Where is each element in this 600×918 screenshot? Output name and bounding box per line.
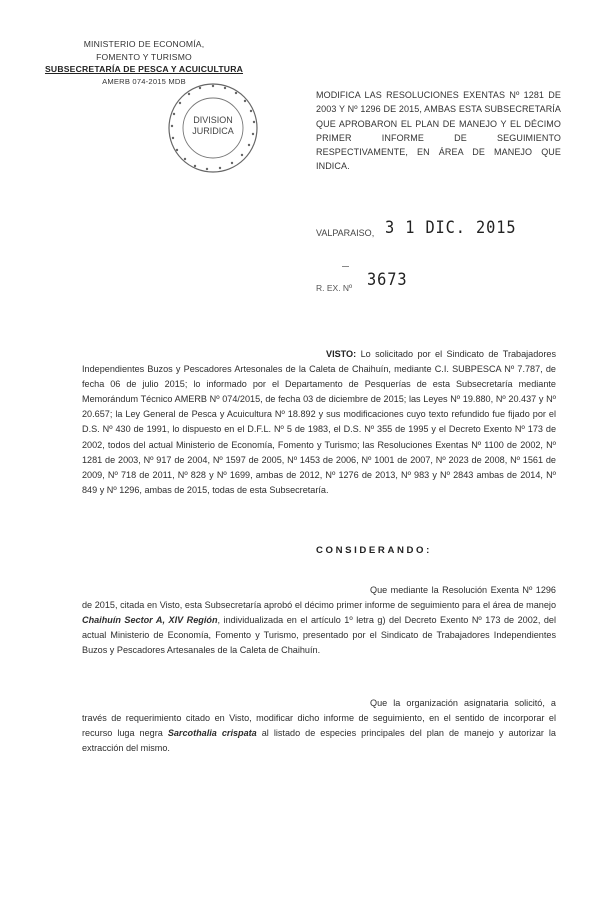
resolution-title: MODIFICA LAS RESOLUCIONES EXENTAS Nº 1281 DE 2003 Y Nº 1296 DE 2015, AMBAS ESTA SUBSECRETARÍA QUE APROBARON EL PLAN DE MANEJO Y EL DÉCIMO PRIMER INFORME DE SEGUIMIENTO RESPECTIVAMENTE, EN ÁREA DE MANEJO QUE INDICA. xyxy=(316,90,561,172)
letterhead-ministry-cont: FOMENTO Y TURISMO xyxy=(96,51,192,62)
considerando-1-text-b: , individualizada en el artículo 1º letra g) del Decreto Exento Nº 173 de 2002, del actual Ministerio de Economía, Fomento y Turismo, presentado por el Sindicato de Trabajadores Independientes Buzos y Pescadores Artesanales de la Caleta de Chaihuín. xyxy=(82,615,556,656)
division-juridica-seal xyxy=(165,80,261,176)
letterhead-reference: AMERB 074-2015 MDB xyxy=(102,76,186,86)
considerando-1-area-name: Chaihuín Sector A, XIV Región xyxy=(82,615,218,626)
resolution-number-label: R. EX. Nº xyxy=(316,283,353,293)
visto-text: Lo solicitado por el Sindicato de Trabajadores Independientes Buzos y Pescadores Artesonales de la Caleta de Chaihuín, mediante C.I. SUBPESCA Nº 7.787, de fecha 06 de julio 2015; lo informado por el Departamento de Pesquerías de esta Subsecretaría mediante Memorándum Técnico AMERB Nº 074/2015, de fecha 03 de diciembre de 2015; las Leyes Nº 19.880, Nº 20.437 y Nº 20.657; la Ley General de Pesca y Acuicultura Nº 18.892 y sus modificaciones cuyo texto refundido fue fijado por el D.S. Nº 430 de 1991, lo dispuesto en el D.F.L. Nº 5 de 1983, el D.S. Nº 355 de 1995 y el Decreto Exento Nº 173 de 2002, todos del actual Ministerio de Economía, Fomento y Turismo; las Resoluciones Exentas Nº 1100 de 2002, Nº 1281 de 2003, Nº 917 de 2004, Nº 1597 de 2005, Nº 1453 de 2006, Nº 1001 de 2007, Nº 2023 de 2008, Nº 1561 de 2009, Nº 718 de 2011, Nº 828 y Nº 1699, ambas de 2012, Nº 1276 de 2013, Nº 983 y Nº 2843 ambas de 2014, Nº 849 y Nº 1296, ambas de 2015, todas de esta Subsecretaría. xyxy=(82,349,556,495)
considerando-2-text-a: Que la organización asignataria solicitó, a través de requerimiento citado en Visto, modificar dicho informe de seguimiento, en el sentido de incorporar el recurso luga negra xyxy=(82,698,556,739)
seal-text-juridica: JURIDICA xyxy=(192,126,234,136)
resolution-date: 3 1 DIC. 2015 xyxy=(385,218,517,238)
resolution-number: 3673 xyxy=(367,270,408,290)
visto-heading: VISTO: xyxy=(326,349,357,359)
seal-text-division: DIVISION xyxy=(193,115,233,125)
considerando-1-text-a: Que mediante la Resolución Exenta Nº 1296 de 2015, citada en Visto, esta Subsecretaría aprobó el décimo primer informe de seguimiento para el área de manejo xyxy=(82,585,556,611)
considerando-paragraph-1 xyxy=(82,583,556,658)
place: VALPARAISO, xyxy=(316,228,375,238)
considerando-2-species-name: Sarcothalia crispata xyxy=(167,728,257,739)
stamp-mark xyxy=(342,266,349,267)
letterhead-subsecretaria: SUBSECRETARÍA DE PESCA Y ACUICULTURA xyxy=(44,64,244,74)
considerando-heading: CONSIDERANDO: xyxy=(316,545,432,556)
visto-paragraph xyxy=(82,347,556,498)
letterhead-ministry: MINISTERIO DE ECONOMÍA, xyxy=(83,39,205,49)
considerando-2-text-b: al listado de especies principales del plan de manejo y autorizar la extracción del mismo. xyxy=(82,728,556,754)
considerando-paragraph-2 xyxy=(82,696,556,756)
